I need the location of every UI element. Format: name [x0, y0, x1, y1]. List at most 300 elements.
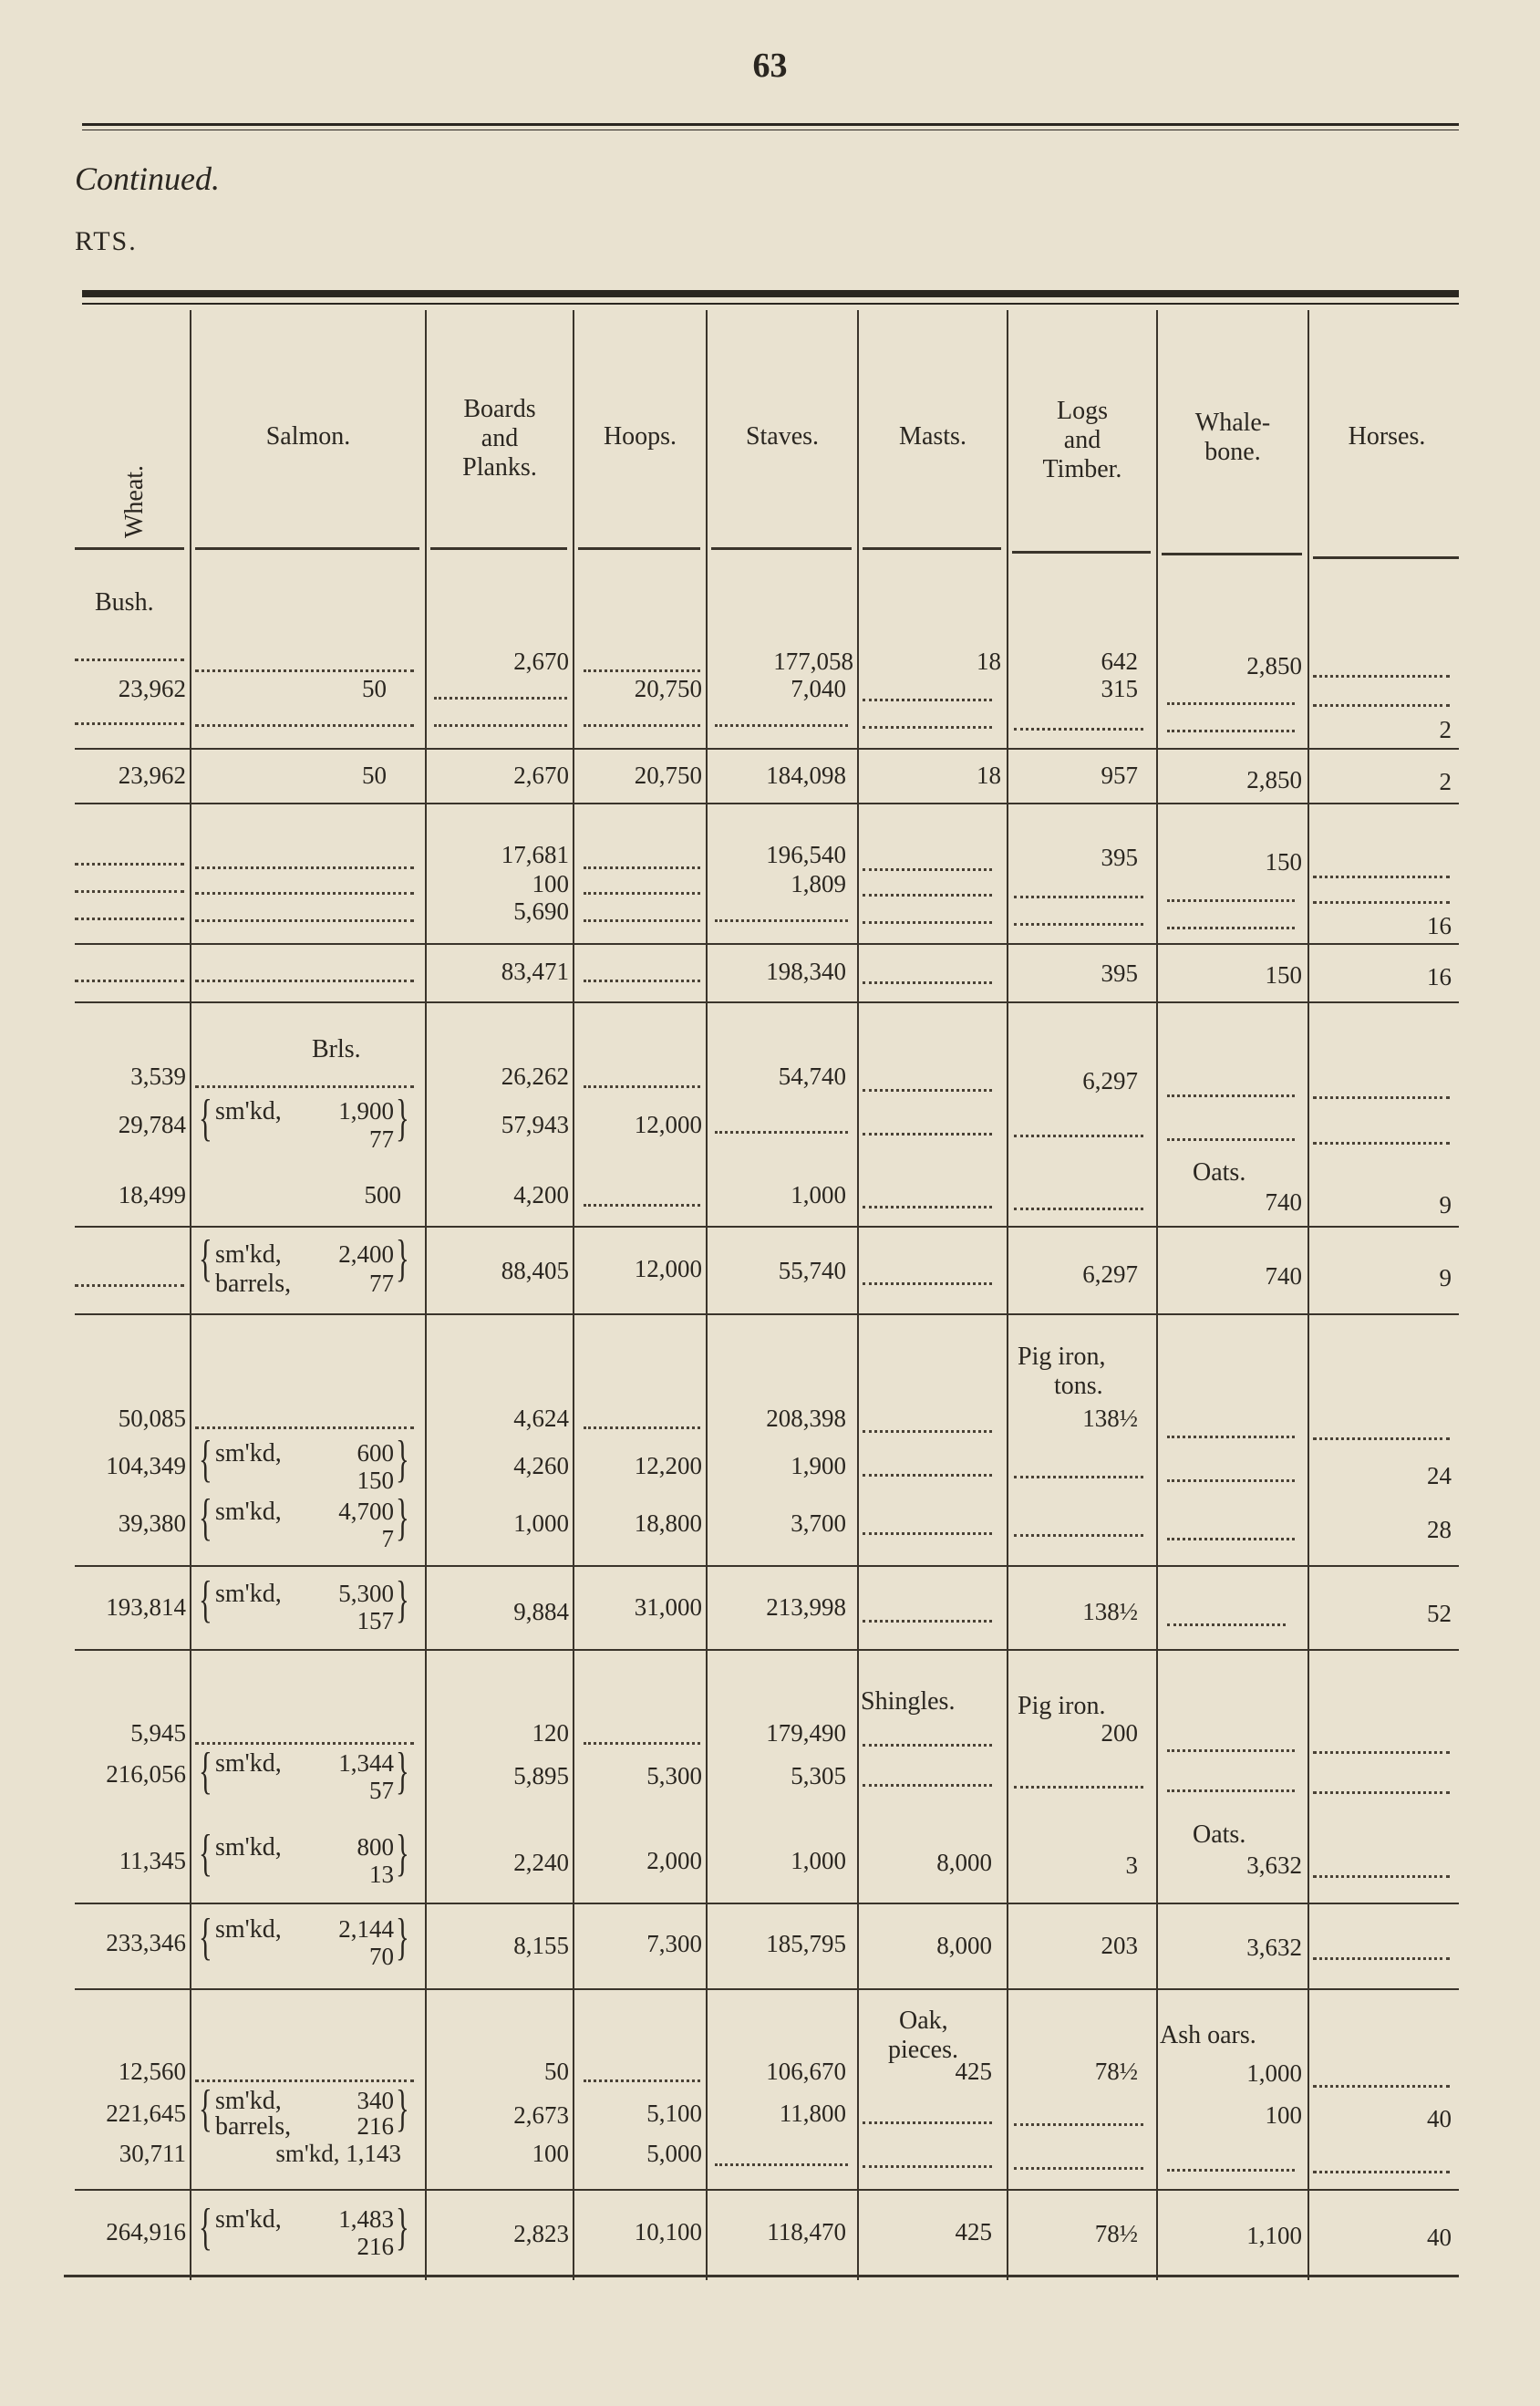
group-rule [75, 1313, 1459, 1315]
g1-logs-r2: 315 [1101, 675, 1138, 702]
brace-right: } [396, 1489, 409, 1546]
header-bottom-rule [578, 547, 700, 550]
g5-boards-total: 8,155 [513, 1932, 569, 1959]
unit-bush: Bush. [95, 588, 154, 617]
g4-boards-r1: 4,624 [513, 1405, 569, 1432]
g6-whale-total: 1,100 [1246, 2222, 1302, 2249]
g4-horses-r2: 24 [1427, 1462, 1452, 1489]
leader-dots [863, 1428, 992, 1433]
group-rule [75, 1903, 1459, 1904]
g4-staves-total: 213,998 [766, 1593, 846, 1621]
g6-hoops-total: 10,100 [634, 2218, 702, 2245]
g5-salmon-total-a: 2,144 [338, 1915, 394, 1943]
header-bottom-rule [863, 547, 1001, 550]
salmon-label-barrels: barrels, [215, 2112, 292, 2141]
brace-left: { [199, 1489, 212, 1546]
g1-boards-total: 2,670 [513, 762, 569, 789]
g3-boards-r2: 57,943 [501, 1111, 569, 1138]
g6-masts-total: 425 [955, 2218, 992, 2245]
leader-dots [1167, 1747, 1295, 1752]
g3-salmon-r2-b: 77 [369, 1125, 394, 1153]
leader-dots [715, 1129, 848, 1134]
leader-dots [1313, 1140, 1450, 1145]
g5-wheat-r3: 11,345 [119, 1847, 186, 1874]
leader-dots [1167, 728, 1295, 732]
g5-hoops-total: 7,300 [646, 1930, 702, 1957]
leader-dots [584, 890, 700, 895]
group-rule [75, 803, 1459, 804]
top-rule [82, 123, 1459, 126]
g1-horses-total: 2 [1439, 768, 1452, 795]
header-bottom-rule [711, 547, 852, 550]
g6-logs-r1: 78½ [1094, 2058, 1138, 2085]
g1-logs-total: 957 [1101, 762, 1138, 789]
header-logs-line1: Logs [1057, 397, 1108, 425]
header-staves: Staves. [745, 422, 820, 451]
note-pig-iron-tons-2: tons. [1054, 1372, 1103, 1400]
leader-dots [584, 978, 700, 982]
g6-wheat-total: 264,916 [106, 2218, 186, 2245]
leader-dots [584, 865, 700, 869]
g3-staves-total: 55,740 [778, 1257, 846, 1284]
g5-staves-r3: 1,000 [791, 1847, 846, 1874]
brace-left: { [199, 1571, 212, 1628]
g1-salmon-r2: 50 [362, 675, 387, 702]
brace-left: { [199, 1431, 212, 1488]
leader-dots [1167, 897, 1295, 902]
leader-dots [863, 2120, 992, 2124]
leader-dots [195, 978, 414, 982]
leader-dots [1313, 874, 1450, 878]
group-rule [75, 943, 1459, 945]
g3-hoops-r2: 12,000 [634, 1111, 702, 1138]
g5-logs-r3: 3 [1125, 1851, 1138, 1879]
leader-dots [1313, 1873, 1450, 1878]
g1-boards-r1: 2,670 [513, 648, 569, 675]
g2-horses-r3: 16 [1427, 912, 1452, 939]
leader-dots [75, 721, 184, 725]
col-divider [1007, 310, 1008, 2280]
g5-whale-total: 3,632 [1246, 1934, 1302, 1961]
header-bottom-rule [1162, 553, 1302, 555]
leader-dots [863, 1281, 992, 1285]
g4-boards-r3: 1,000 [513, 1509, 569, 1537]
leader-dots [584, 1084, 700, 1088]
leader-dots [863, 2163, 992, 2168]
g3-whale-r3: 740 [1265, 1188, 1302, 1216]
g3-logs-total: 6,297 [1082, 1260, 1138, 1288]
leader-dots [1014, 1206, 1143, 1210]
header-logs-line3: Timber. [1042, 455, 1122, 483]
salmon-label-smkd: sm'kd, [215, 1749, 282, 1778]
g5-boards-r1: 120 [532, 1719, 569, 1747]
continued-heading: Continued. [75, 161, 220, 197]
g3-salmon-total-b: 77 [369, 1270, 394, 1297]
leader-dots [863, 1087, 992, 1092]
leader-dots [584, 668, 700, 672]
leader-dots [584, 2078, 700, 2082]
brace-left: { [199, 1230, 212, 1287]
g1-staves-r1: 177,058 [773, 648, 853, 675]
leader-dots [1014, 1784, 1143, 1789]
g3-horses-total: 9 [1439, 1264, 1452, 1291]
leader-dots [1313, 2169, 1450, 2173]
leader-dots [1167, 1434, 1295, 1438]
header-logs [1008, 397, 1156, 484]
header-bottom-rule [430, 547, 567, 550]
col-divider [190, 310, 191, 2280]
group-rule [75, 1988, 1459, 1990]
g5-wheat-r2: 216,056 [106, 1760, 186, 1788]
header-logs-line2: and [1063, 426, 1101, 454]
g3-hoops-total: 12,000 [634, 1255, 702, 1282]
header-hoops: Hoops. [603, 422, 677, 451]
g1-masts-r1: 18 [977, 648, 1001, 675]
g6-salmon-r3: sm'kd, 1,143 [275, 2140, 401, 2167]
salmon-label-smkd: sm'kd, [215, 1580, 282, 1608]
g4-logs-total: 138½ [1082, 1598, 1138, 1625]
header-horses: Horses. [1348, 422, 1426, 451]
leader-dots [75, 1282, 184, 1287]
g4-salmon-total-a: 5,300 [338, 1580, 394, 1607]
brace-left: { [199, 2199, 212, 2256]
g3-boards-r3: 4,200 [513, 1181, 569, 1208]
leader-dots [1014, 1532, 1143, 1537]
g4-salmon-r2-a: 600 [357, 1439, 394, 1467]
header-salmon: Salmon. [265, 422, 351, 451]
brace-left: { [199, 1090, 212, 1146]
leader-dots [195, 1084, 414, 1088]
note-oats-1: Oats. [1193, 1158, 1246, 1187]
brace-right: } [396, 1743, 409, 1799]
leader-dots [1313, 1436, 1450, 1440]
g1-wheat-r2: 23,962 [118, 675, 186, 702]
col-divider [706, 310, 708, 2280]
g5-staves-r2: 5,305 [791, 1762, 846, 1789]
leader-dots [1313, 1955, 1450, 1960]
g6-horses-total: 40 [1427, 2224, 1452, 2251]
note-ash-oars: Ash oars. [1160, 2021, 1256, 2049]
g4-logs-r1: 138½ [1082, 1405, 1138, 1432]
note-pig-iron-2: Pig iron. [1018, 1692, 1106, 1720]
g2-whale-r1: 150 [1265, 848, 1302, 876]
leader-dots [584, 1202, 700, 1207]
g2-logs-r1: 395 [1101, 844, 1138, 871]
header-wheat: Wheat. [120, 464, 149, 538]
leader-dots [584, 1740, 700, 1745]
group-rule [75, 1565, 1459, 1567]
leader-dots [1014, 894, 1143, 898]
leader-dots [75, 657, 184, 661]
header-boards [427, 395, 573, 482]
leader-dots [434, 695, 567, 700]
salmon-label-smkd: sm'kd, [215, 2087, 282, 2115]
g1-staves-r2: 7,040 [791, 675, 846, 702]
leader-dots [715, 2162, 848, 2166]
g6-boards-r3: 100 [532, 2140, 569, 2167]
g6-horses-r2: 40 [1427, 2105, 1452, 2132]
leader-dots [863, 1782, 992, 1787]
g4-boards-total: 9,884 [513, 1598, 569, 1625]
g6-masts-r1: 425 [955, 2058, 992, 2085]
g5-salmon-r2-a: 1,344 [338, 1749, 394, 1777]
brace-right: } [396, 1230, 409, 1287]
g2-boards-r1: 17,681 [501, 841, 569, 868]
leader-dots [1167, 1622, 1286, 1626]
leader-dots [1167, 925, 1295, 929]
g3-wheat-r2: 29,784 [118, 1111, 186, 1138]
g4-wheat-total: 193,814 [106, 1593, 186, 1621]
g5-masts-total: 8,000 [936, 1932, 992, 1959]
leader-dots [1167, 1788, 1295, 1792]
g6-whale-r2: 100 [1265, 2101, 1302, 2129]
leader-dots [1014, 1133, 1143, 1137]
leader-dots [863, 1742, 992, 1747]
g4-salmon-r2-b: 150 [357, 1467, 394, 1494]
leader-dots [1313, 673, 1450, 678]
header-bottom-rule [1313, 556, 1459, 559]
header-boards-line1: Boards [463, 395, 536, 423]
leader-dots [434, 722, 567, 727]
group-rule [75, 748, 1459, 750]
g6-staves-total: 118,470 [767, 2218, 846, 2245]
g5-whale-r3: 3,632 [1246, 1851, 1302, 1879]
g4-wheat-r3: 39,380 [118, 1509, 186, 1537]
group-rule [75, 1226, 1459, 1228]
g2-boards-total: 83,471 [501, 958, 569, 985]
note-oats-2: Oats. [1193, 1820, 1246, 1849]
note-oak-1: Oak, [899, 2007, 948, 2035]
brace-right: } [396, 1090, 409, 1146]
note-shingles: Shingles. [861, 1687, 956, 1716]
g3-salmon-r3: 500 [364, 1181, 401, 1208]
leader-dots [1014, 1474, 1143, 1478]
g6-hoops-r3: 5,000 [646, 2140, 702, 2167]
unit-brls: Brls. [312, 1035, 361, 1063]
g4-salmon-r3-b: 7 [381, 1525, 394, 1552]
leader-dots [1167, 1536, 1295, 1540]
g2-boards-r2: 100 [532, 870, 569, 897]
g2-whale-total: 150 [1265, 961, 1302, 989]
salmon-label-smkd: sm'kd, [215, 2205, 282, 2234]
g6-wheat-r2: 221,645 [106, 2100, 186, 2127]
leader-dots [584, 918, 700, 922]
brace-right: } [396, 1825, 409, 1882]
g5-boards-r3: 2,240 [513, 1849, 569, 1876]
g5-boards-r2: 5,895 [513, 1762, 569, 1789]
g6-hoops-r2: 5,100 [646, 2100, 702, 2127]
g1-hoops-total: 20,750 [634, 762, 702, 789]
g5-hoops-r3: 2,000 [646, 1847, 702, 1874]
g3-horses-r3: 9 [1439, 1191, 1452, 1219]
g4-staves-r3: 3,700 [791, 1509, 846, 1537]
g1-wheat-total: 23,962 [118, 762, 186, 789]
leader-dots [195, 1740, 414, 1745]
leader-dots [715, 918, 848, 922]
leader-dots [1014, 2121, 1143, 2126]
header-bottom-rule [75, 547, 184, 550]
g2-horses-total: 16 [1427, 963, 1452, 990]
header-boards-line3: Planks. [462, 453, 537, 482]
leader-dots [863, 1131, 992, 1136]
brace-left: { [199, 1909, 212, 1965]
leader-dots [1167, 1093, 1295, 1097]
col-divider [1156, 310, 1158, 2280]
leader-dots [863, 1472, 992, 1477]
g1-whale-total: 2,850 [1246, 766, 1302, 793]
note-oak-2: pieces. [888, 2036, 958, 2064]
g4-hoops-total: 31,000 [634, 1593, 702, 1621]
g6-wheat-r1: 12,560 [118, 2058, 186, 2085]
g3-salmon-total-a: 2,400 [338, 1240, 394, 1268]
header-whalebone-line1: Whale- [1194, 409, 1271, 437]
col-divider [1307, 310, 1309, 2280]
header-masts: Masts. [899, 422, 966, 451]
g4-boards-r2: 4,260 [513, 1452, 569, 1479]
header-rule-thin [82, 303, 1459, 305]
g4-horses-total: 52 [1427, 1600, 1452, 1627]
g6-staves-r1: 106,670 [766, 2058, 846, 2085]
g4-hoops-r3: 18,800 [634, 1509, 702, 1537]
g6-logs-total: 78½ [1094, 2220, 1138, 2247]
col-divider [425, 310, 427, 2280]
leader-dots [863, 980, 992, 984]
brace-right: } [396, 2080, 409, 2137]
g3-wheat-r1: 3,539 [130, 1063, 186, 1090]
leader-dots [195, 890, 414, 895]
leader-dots [1167, 1478, 1295, 1482]
g6-boards-r2: 2,673 [513, 2101, 569, 2129]
leader-dots [1014, 2165, 1143, 2170]
g2-staves-total: 198,340 [766, 958, 846, 985]
g3-boards-r1: 26,262 [501, 1063, 569, 1090]
leader-dots [863, 724, 992, 729]
g6-salmon-r2-a: 340 [357, 2087, 394, 2114]
header-boards-line2: and [481, 424, 519, 452]
leader-dots [584, 1425, 700, 1429]
g3-boards-total: 88,405 [501, 1257, 569, 1284]
leader-dots [75, 861, 184, 866]
g3-staves-r3: 1,000 [791, 1181, 846, 1208]
leader-dots [863, 1204, 992, 1208]
g6-boards-total: 2,823 [513, 2220, 569, 2247]
note-pig-iron-tons-1: Pig iron, [1018, 1343, 1106, 1371]
g5-salmon-r3-b: 13 [369, 1861, 394, 1888]
leader-dots [863, 1530, 992, 1535]
leader-dots [1313, 1094, 1450, 1099]
g3-wheat-r3: 18,499 [118, 1181, 186, 1208]
g6-whale-r1: 1,000 [1246, 2059, 1302, 2087]
salmon-label-smkd: sm'kd, [215, 1240, 282, 1269]
leader-dots [584, 722, 700, 727]
leader-dots [1167, 1136, 1295, 1141]
g4-salmon-total-b: 157 [357, 1607, 394, 1634]
leader-dots [75, 916, 184, 920]
rts-heading: RTS. [75, 226, 138, 256]
brace-right: } [396, 2199, 409, 2256]
brace-left: { [199, 2080, 212, 2137]
g4-salmon-r3-a: 4,700 [338, 1498, 394, 1525]
g5-salmon-r2-b: 57 [369, 1777, 394, 1804]
col-divider [573, 310, 574, 2280]
g1-whale-r1: 2,850 [1246, 652, 1302, 679]
g5-salmon-r3-a: 800 [357, 1833, 394, 1861]
header-bottom-rule [195, 547, 419, 550]
g5-logs-total: 203 [1101, 1932, 1138, 1959]
leader-dots [1313, 702, 1450, 707]
brace-left: { [199, 1743, 212, 1799]
g6-salmon-total-a: 1,483 [338, 2205, 394, 2233]
g4-hoops-r2: 12,200 [634, 1452, 702, 1479]
g2-staves-r2: 1,809 [791, 870, 846, 897]
leader-dots [195, 722, 414, 727]
g3-staves-r1: 54,740 [778, 1063, 846, 1090]
group-rule [75, 1649, 1459, 1651]
g1-masts-total: 18 [977, 762, 1001, 789]
leader-dots [1313, 899, 1450, 904]
page-number: 63 [752, 47, 788, 85]
g2-boards-r3: 5,690 [513, 897, 569, 925]
g5-staves-r1: 179,490 [766, 1719, 846, 1747]
g6-salmon-r2-b: 216 [357, 2112, 394, 2140]
g2-logs-total: 395 [1101, 959, 1138, 987]
g5-staves-total: 185,795 [766, 1930, 846, 1957]
leader-dots [195, 668, 414, 672]
g6-salmon-total-b: 216 [357, 2233, 394, 2260]
g1-horses-r3: 2 [1439, 716, 1452, 743]
leader-dots [1014, 726, 1143, 731]
header-bottom-rule [1012, 551, 1151, 554]
g1-logs-r1: 642 [1101, 648, 1138, 675]
leader-dots [195, 1425, 414, 1429]
g1-staves-total: 184,098 [766, 762, 846, 789]
salmon-label-barrels: barrels, [215, 1270, 292, 1298]
leader-dots [1167, 700, 1295, 705]
header-whalebone-line2: bone. [1204, 438, 1261, 466]
group-rule [75, 2189, 1459, 2191]
leader-dots [1167, 2167, 1295, 2172]
g5-salmon-total-b: 70 [369, 1943, 394, 1970]
header-whalebone [1158, 409, 1307, 467]
g2-staves-r1: 196,540 [766, 841, 846, 868]
g1-hoops-r2: 20,750 [634, 675, 702, 702]
leader-dots [863, 919, 992, 924]
g6-wheat-r3: 30,711 [119, 2140, 186, 2167]
g5-logs-r1: 200 [1101, 1719, 1138, 1747]
salmon-label-smkd: sm'kd, [215, 1833, 282, 1862]
leader-dots [715, 722, 848, 727]
leader-dots [1313, 1749, 1450, 1754]
salmon-label-smkd: sm'kd, [215, 1097, 282, 1125]
g5-wheat-total: 233,346 [106, 1929, 186, 1956]
g4-horses-r3: 28 [1427, 1516, 1452, 1543]
leader-dots [1313, 2083, 1450, 2088]
brace-right: } [396, 1431, 409, 1488]
g5-wheat-r1: 5,945 [130, 1719, 186, 1747]
g4-staves-r1: 208,398 [766, 1405, 846, 1432]
g1-salmon-total: 50 [362, 762, 387, 789]
leader-dots [1313, 1789, 1450, 1794]
col-divider [857, 310, 859, 2280]
brace-right: } [396, 1571, 409, 1628]
group-rule [75, 1001, 1459, 1003]
g6-staves-r2: 11,800 [779, 2100, 846, 2127]
brace-right: } [396, 1909, 409, 1965]
leader-dots [75, 888, 184, 893]
leader-dots [195, 2078, 414, 2082]
g3-salmon-r2-a: 1,900 [338, 1097, 394, 1125]
leader-dots [195, 918, 414, 922]
